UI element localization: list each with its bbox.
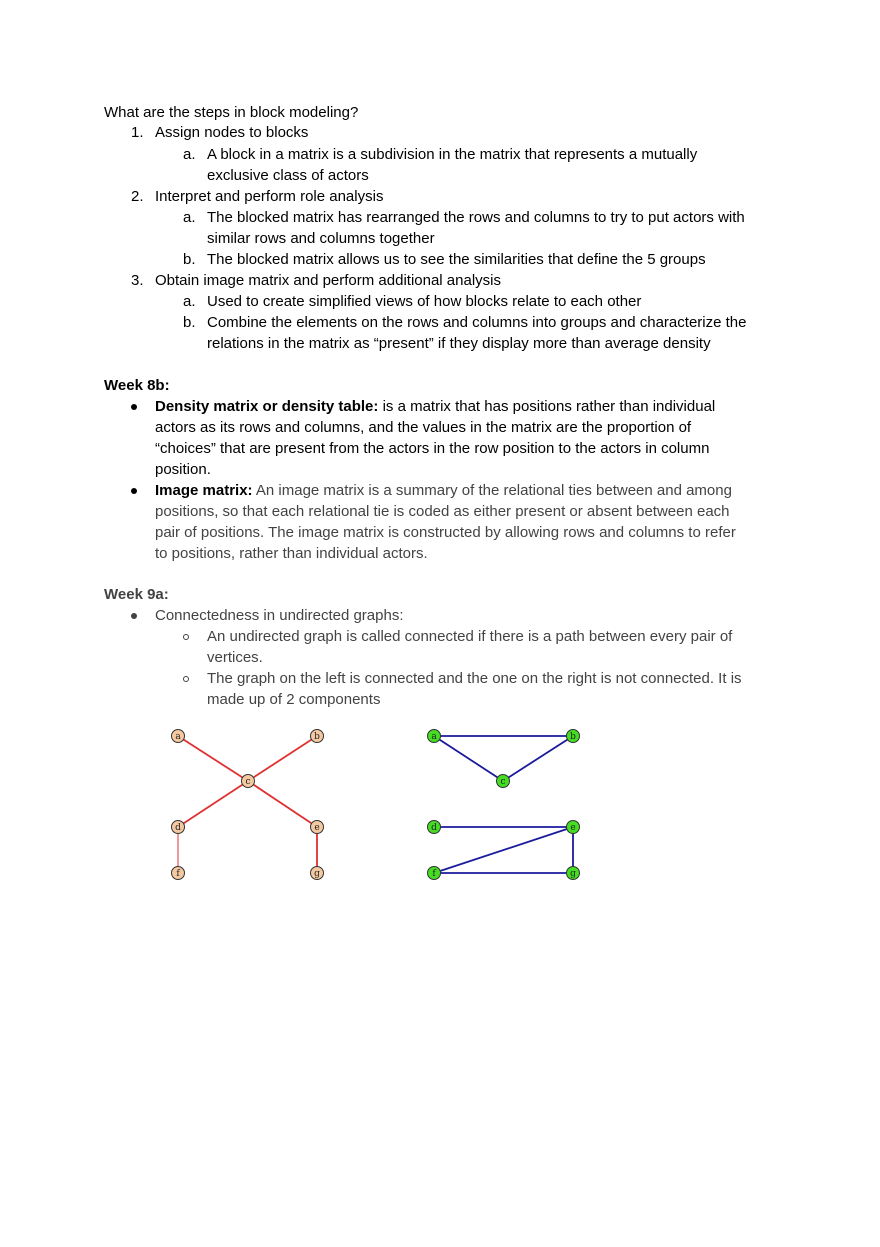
graph-edge-c-d <box>178 781 248 827</box>
step-3-text: Obtain image matrix and perform additional analysis <box>155 272 502 289</box>
bullet-dot-icon <box>131 488 137 494</box>
graph-node-label-g: g <box>570 869 576 879</box>
step-2-number: 2. <box>131 188 144 205</box>
step-3b-letter: b. <box>183 314 196 331</box>
graph-node-label-e: e <box>570 823 576 833</box>
connected-def-line-2: vertices. <box>207 649 263 666</box>
image-line-1 <box>155 481 732 501</box>
step-1a-line-2: exclusive class of actors <box>207 167 369 184</box>
step-2a-line-2: similar rows and columns together <box>207 230 435 247</box>
graph-node-label-b: b <box>570 732 576 742</box>
step-1-number: 1. <box>131 124 144 141</box>
graph-node-label-b: b <box>314 732 320 742</box>
step-1-text: Assign nodes to blocks <box>155 124 309 141</box>
image-line-4: to positions, rather than individual actors. <box>155 545 428 562</box>
image-line-3: pair of positions. The image matrix is constructed by allowing rows and columns to refer <box>155 524 736 541</box>
density-line-1 <box>155 397 715 417</box>
density-line-4: position. <box>155 461 211 478</box>
step-2b-letter: b. <box>183 251 196 268</box>
step-2-text: Interpret and perform role analysis <box>155 188 384 205</box>
graph-node-label-e: e <box>314 823 320 833</box>
graph-node-label-g: g <box>314 869 320 879</box>
week8b-heading: Week 8b: <box>104 377 170 394</box>
connected-graph-figure <box>160 720 340 890</box>
step-2a-letter: a. <box>183 209 196 226</box>
image-text-1: An image matrix is a summary of the relational ties between and among <box>252 482 732 499</box>
graph-node-label-d: d <box>175 823 181 833</box>
graph-node-label-a: a <box>431 732 437 742</box>
image-line-2: positions, so that each relational tie is coded as either present or absent between each <box>155 503 730 520</box>
density-line-2: actors as its rows and columns, and the values in the matrix are the proportion of <box>155 419 692 436</box>
bullet-dot-icon <box>131 613 137 619</box>
step-1a-letter: a. <box>183 146 196 163</box>
graph-edge-a-c <box>434 736 503 781</box>
step-1a-line-1: A block in a matrix is a subdivision in the matrix that represents a mutually <box>207 146 698 163</box>
graph-node-label-c: c <box>245 777 251 787</box>
bullet-dot-icon <box>131 404 137 410</box>
intro-question: What are the steps in block modeling? <box>104 104 359 121</box>
step-2a-line-1: The blocked matrix has rearranged the rows and columns to try to put actors with <box>207 209 745 226</box>
graph-node-label-d: d <box>431 823 437 833</box>
connected-def-line-1: An undirected graph is called connected if there is a path between every pair of <box>207 628 733 645</box>
connectedness-bullet: Connectedness in undirected graphs: <box>155 607 404 624</box>
graph-node-label-c: c <box>500 777 506 787</box>
density-line-3: “choices” that are present from the actors in the row position to the actors in column <box>155 440 710 457</box>
graph-edge-c-e <box>248 781 317 827</box>
graph-edge-a-c <box>178 736 248 781</box>
bullet-circle-icon <box>183 634 189 640</box>
graph-node-label-f: f <box>432 869 436 879</box>
graph-edge-b-c <box>503 736 573 781</box>
graph-edge-e-f <box>434 827 573 873</box>
step-3b-line-2: relations in the matrix as “present” if they display more than average density <box>207 335 711 352</box>
bullet-circle-icon <box>183 676 189 682</box>
graph-compare-line-2: made up of 2 components <box>207 691 381 708</box>
graph-compare-line-1: The graph on the left is connected and the one on the right is not connected. It is <box>207 670 742 687</box>
step-2b-line-1: The blocked matrix allows us to see the similarities that define the 5 groups <box>207 251 706 268</box>
step-3a-line-1: Used to create simplified views of how blocks relate to each other <box>207 293 642 310</box>
step-3a-letter: a. <box>183 293 196 310</box>
step-3-number: 3. <box>131 272 144 289</box>
density-text-1: is a matrix that has positions rather than individual <box>378 398 716 415</box>
disconnected-graph-figure <box>415 720 595 890</box>
graph-edge-b-c <box>248 736 317 781</box>
graph-node-label-a: a <box>175 732 181 742</box>
graph-node-label-f: f <box>176 869 180 879</box>
image-term: Image matrix: <box>155 482 253 499</box>
week9a-heading: Week 9a: <box>104 586 169 603</box>
density-term: Density matrix or density table: <box>155 398 379 415</box>
step-3b-line-1: Combine the elements on the rows and columns into groups and characterize the <box>207 314 747 331</box>
